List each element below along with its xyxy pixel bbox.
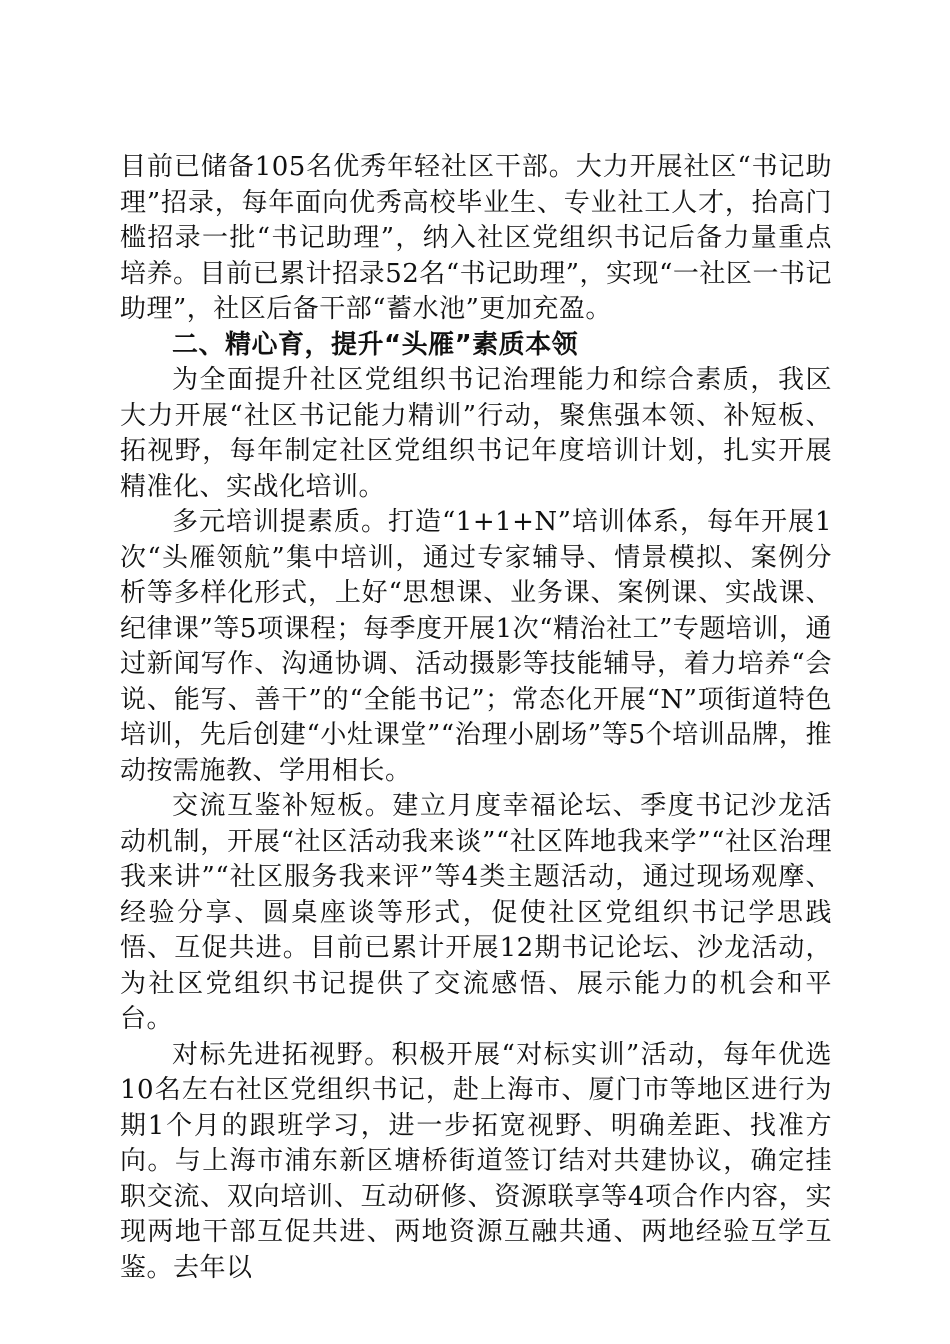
document-body: [120, 150, 832, 1286]
section-heading-2: 二、精心育，提升“头雁”素质本领: [172, 329, 579, 360]
paragraph-exchange: 交流互鉴补短板。建立月度幸福论坛、季度书记沙龙活动机制，开展“社区活动我来谈”“社区阵地我来学”“社区治理我来讲”“社区服务我来评”等4类主题活动，通过现场观摩、经验分享、圆桌座谈等形式，促使社区党组织书记学思践悟、互促共进。目前已累计开展12期书记论坛、沙龙活动，为社区党组织书记提供了交流感悟、展示能力的机会和平台。: [120, 791, 832, 1034]
paragraph-training-intro: 为全面提升社区党组织书记治理能力和综合素质，我区大力开展“社区书记能力精训”行动，聚焦强本领、补短板、拓视野，每年制定社区党组织书记年度培训计划，扎实开展精准化、实战化培训。: [120, 365, 832, 502]
paragraph-reserve-cadres: 目前已储备105名优秀年轻社区干部。大力开展社区“书记助理”招录，每年面向优秀高校毕业生、专业社工人才，抬高门槛招录一批“书记助理”，纳入社区党组织书记后备力量重点培养。目前已累计招录52名“书记助理”，实现“一社区一书记助理”，社区后备干部“蓄水池”更加充盈。: [120, 152, 832, 324]
paragraph-benchmark: 对标先进拓视野。积极开展“对标实训”活动，每年优选10名左右社区党组织书记，赴上海市、厦门市等地区进行为期1个月的跟班学习，进一步拓宽视野、明确差距、找准方向。与上海市浦东新区塘桥街道签订结对共建协议，确定挂职交流、双向培训、互动研修、资源联享等4项合作内容，实现两地干部互促共进、两地资源互融共通、两地经验互学互鉴。去年以: [120, 1039, 832, 1283]
paragraph-diverse-training: 多元培训提素质。打造“1+1+N”培训体系，每年开展1次“头雁领航”集中培训，通过专家辅导、情景模拟、案例分析等多样化形式，上好“思想课、业务课、案例课、实战课、纪律课”等5项课程；每季度开展1次“精治社工”专题培训，通过新闻写作、沟通协调、活动摄影等技能辅导，着力培养“会说、能写、善干”的“全能书记”；常态化开展“N”项街道特色培训，先后创建“小灶课堂”“治理小剧场”等5个培训品牌，推动按需施教、学用相长。: [120, 507, 832, 786]
